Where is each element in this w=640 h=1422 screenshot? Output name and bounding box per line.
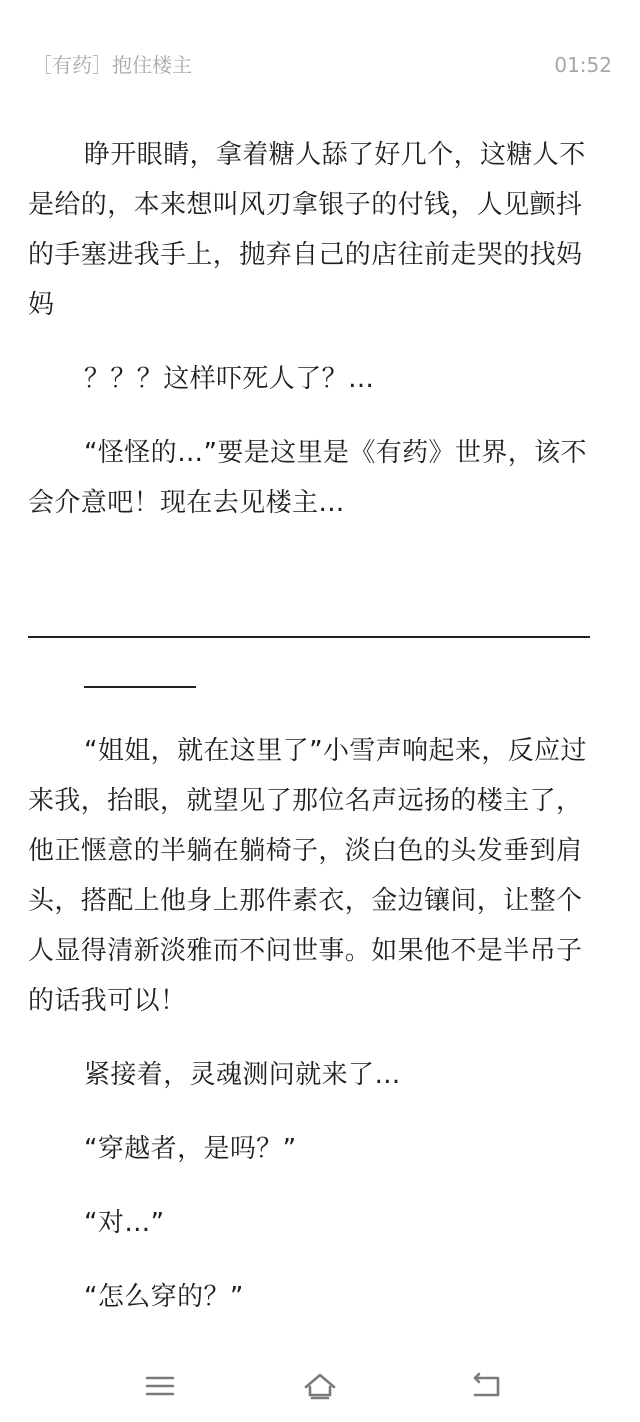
story-paragraph: ？？？这样吓死人了？…: [84, 364, 375, 394]
menu-icon: [145, 1374, 175, 1398]
home-button[interactable]: [290, 1360, 350, 1412]
divider-long-line: [28, 602, 590, 652]
story-paragraph: 紧接着，灵魂测问就来了…: [84, 1060, 401, 1090]
dialogue-paragraph: “怎么穿的？”: [84, 1282, 244, 1312]
paragraph-spacer: [28, 552, 590, 602]
home-icon: [302, 1371, 338, 1401]
status-time: 01:52: [554, 53, 612, 77]
chapter-title: ［有药］抱住楼主: [32, 53, 192, 77]
scene-divider: [28, 602, 590, 702]
menu-button[interactable]: [130, 1360, 190, 1412]
back-button[interactable]: [458, 1360, 518, 1412]
dialogue-paragraph: “穿越者，是吗？”: [84, 1134, 297, 1164]
story-paragraph: “怪怪的…”要是这里是《有药》世界，该不会介意吧！现在去见楼主…: [28, 438, 587, 518]
bottom-navigation: [0, 1352, 640, 1422]
reader-header: [0, 0, 640, 130]
story-paragraph: “姐姐，就在这里了”小雪声响起来，反应过来我，抬眼，就望见了那位名声远扬的楼主了，他正惬意的半躺在躺椅子，淡白色的头发垂到肩头，搭配上他身上那件素衣，金边镶间，让整个人显得清新淡雅而不问世事。如果他不是半吊子的话我可以！: [28, 736, 587, 1016]
dialogue-paragraph: “对…”: [84, 1208, 165, 1238]
story-paragraph: 睁开眼睛，拿着糖人舔了好几个，这糖人不是给的，本来想叫风刃拿银子的付钱，人见颤抖的手塞进我手上，抛弃自己的店往前走哭的找妈妈: [28, 140, 586, 320]
divider-short-line: [84, 652, 196, 702]
reader-content: [28, 130, 590, 1352]
back-icon: [471, 1372, 505, 1400]
